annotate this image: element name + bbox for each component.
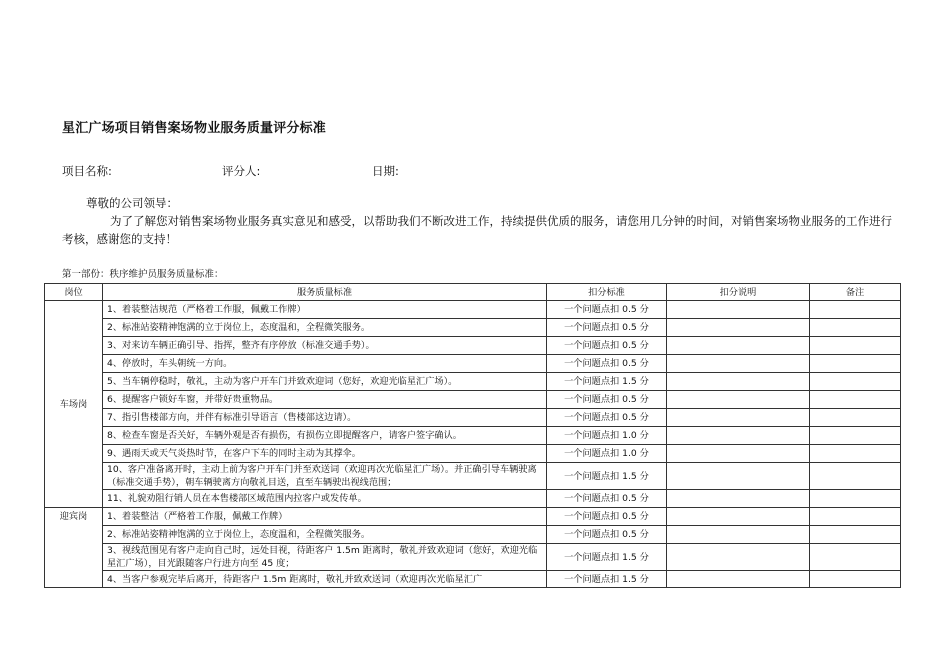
explain-cell[interactable] bbox=[667, 571, 810, 588]
standard-cell: 1、着装整洁（严格着工作服，佩戴工作牌） bbox=[103, 508, 547, 526]
deduct-cell: 一个问题点扣 1.0 分 bbox=[547, 445, 667, 463]
section-title: 第一部份：秩序维护员服务质量标准： bbox=[62, 269, 224, 280]
explain-cell[interactable] bbox=[667, 391, 810, 409]
remark-cell[interactable] bbox=[810, 373, 901, 391]
standard-cell: 4、停放时，车头朝统一方向。 bbox=[103, 355, 547, 373]
explain-cell[interactable] bbox=[667, 355, 810, 373]
table-row bbox=[45, 337, 901, 355]
header-deduct: 扣分标准 bbox=[547, 284, 667, 301]
remark-cell[interactable] bbox=[810, 571, 901, 588]
explain-cell[interactable] bbox=[667, 463, 810, 490]
deduct-cell: 一个问题点扣 1.0 分 bbox=[547, 427, 667, 445]
standard-cell: 1、着装整洁规范（严格着工作服，佩戴工作牌） bbox=[103, 301, 547, 319]
explain-cell[interactable] bbox=[667, 427, 810, 445]
explain-cell[interactable] bbox=[667, 319, 810, 337]
standard-cell: 10、客户准备离开时，主动上前为客户开车门并至欢送词（欢迎再次光临星汇广场）。并正确引导车辆驶离（标准交通手势），朝车辆驶离方向敬礼目送，直至车辆驶出视线范围； bbox=[103, 463, 547, 490]
deduct-cell: 一个问题点扣 0.5 分 bbox=[547, 490, 667, 508]
table-row bbox=[45, 373, 901, 391]
deduct-cell: 一个问题点扣 1.5 分 bbox=[547, 463, 667, 490]
standard-cell: 5、当车辆停稳时，敬礼，主动为客户开车门并致欢迎词（您好，欢迎光临星汇广场）。 bbox=[103, 373, 547, 391]
table-header-row bbox=[45, 284, 901, 301]
deduct-cell: 一个问题点扣 0.5 分 bbox=[547, 526, 667, 544]
standard-cell: 3、对来访车辆正确引导、指挥，整齐有序停放（标准交通手势）。 bbox=[103, 337, 547, 355]
explain-cell[interactable] bbox=[667, 337, 810, 355]
table-row bbox=[45, 526, 901, 544]
deduct-cell: 一个问题点扣 0.5 分 bbox=[547, 355, 667, 373]
deduct-cell: 一个问题点扣 0.5 分 bbox=[547, 319, 667, 337]
standard-cell: 8、检查车窗是否关好，车辆外观是否有损伤，有损伤立即提醒客户，请客户签字确认。 bbox=[103, 427, 547, 445]
deduct-cell: 一个问题点扣 0.5 分 bbox=[547, 301, 667, 319]
intro-paragraph: 为了了解您对销售案场物业服务真实意见和感受，以帮助我们不断改进工作，持续提供优质的服务，请您用几分钟的时间，对销售案场物业服务的工作进行考核，感谢您的支持！ bbox=[62, 214, 892, 246]
table-row bbox=[45, 571, 901, 588]
post-cell: 车场岗 bbox=[45, 301, 103, 508]
deduct-cell: 一个问题点扣 0.5 分 bbox=[547, 391, 667, 409]
explain-cell[interactable] bbox=[667, 544, 810, 571]
standard-cell: 3、视线范围见有客户走向自己时，远处目视，待距客户 1.5m 距离时，敬礼并致欢迎词（您好，欢迎光临星汇广场），目光跟随客户行进方向至 45 度； bbox=[103, 544, 547, 571]
deduct-cell: 一个问题点扣 1.5 分 bbox=[547, 373, 667, 391]
table-row bbox=[45, 409, 901, 427]
remark-cell[interactable] bbox=[810, 301, 901, 319]
explain-cell[interactable] bbox=[667, 445, 810, 463]
header-explain: 扣分说明 bbox=[667, 284, 810, 301]
standard-cell: 9、遇雨天或天气炎热时节，在客户下车的同时主动为其撑伞。 bbox=[103, 445, 547, 463]
standard-cell: 6、提醒客户锁好车窗，并带好贵重物品。 bbox=[103, 391, 547, 409]
table-row bbox=[45, 427, 901, 445]
standard-cell: 11、礼貌劝阻行销人员在本售楼部区域范围内拉客户或发传单。 bbox=[103, 490, 547, 508]
table-row bbox=[45, 391, 901, 409]
deduct-cell: 一个问题点扣 1.5 分 bbox=[547, 544, 667, 571]
remark-cell[interactable] bbox=[810, 490, 901, 508]
deduct-cell: 一个问题点扣 0.5 分 bbox=[547, 409, 667, 427]
remark-cell[interactable] bbox=[810, 337, 901, 355]
header-post: 岗位 bbox=[45, 284, 103, 301]
explain-cell[interactable] bbox=[667, 508, 810, 526]
deduct-cell: 一个问题点扣 0.5 分 bbox=[547, 508, 667, 526]
greeting: 尊敬的公司领导： bbox=[86, 196, 178, 210]
explain-cell[interactable] bbox=[667, 490, 810, 508]
remark-cell[interactable] bbox=[810, 526, 901, 544]
standard-cell: 2、标准站姿精神饱满的立于岗位上，态度温和，全程微笑服务。 bbox=[103, 319, 547, 337]
explain-cell[interactable] bbox=[667, 526, 810, 544]
project-name-label: 项目名称: bbox=[62, 164, 112, 178]
evaluation-table bbox=[44, 283, 901, 588]
deduct-cell: 一个问题点扣 1.5 分 bbox=[547, 571, 667, 588]
standard-cell: 2、标准站姿精神饱满的立于岗位上，态度温和，全程微笑服务。 bbox=[103, 526, 547, 544]
date-label: 日期: bbox=[372, 164, 399, 178]
standard-cell: 7、指引售楼部方向，并伴有标准引导语言（售楼部这边请）。 bbox=[103, 409, 547, 427]
remark-cell[interactable] bbox=[810, 544, 901, 571]
table-row bbox=[45, 463, 901, 490]
remark-cell[interactable] bbox=[810, 445, 901, 463]
header-standard: 服务质量标准 bbox=[103, 284, 547, 301]
remark-cell[interactable] bbox=[810, 463, 901, 490]
header-remark: 备注 bbox=[810, 284, 901, 301]
remark-cell[interactable] bbox=[810, 319, 901, 337]
remark-cell[interactable] bbox=[810, 409, 901, 427]
explain-cell[interactable] bbox=[667, 409, 810, 427]
remark-cell[interactable] bbox=[810, 427, 901, 445]
standard-cell: 4、当客户参观完毕后离开，待距客户 1.5m 距离时，敬礼并致欢送词（欢迎再次光临星汇广 bbox=[103, 571, 547, 588]
deduct-cell: 一个问题点扣 0.5 分 bbox=[547, 337, 667, 355]
table-row bbox=[45, 445, 901, 463]
explain-cell[interactable] bbox=[667, 301, 810, 319]
remark-cell[interactable] bbox=[810, 391, 901, 409]
table-row bbox=[45, 355, 901, 373]
page-title: 星汇广场项目销售案场物业服务质量评分标准 bbox=[62, 121, 327, 136]
remark-cell[interactable] bbox=[810, 508, 901, 526]
remark-cell[interactable] bbox=[810, 355, 901, 373]
explain-cell[interactable] bbox=[667, 373, 810, 391]
table-row bbox=[45, 490, 901, 508]
post-cell: 迎宾岗 bbox=[45, 508, 103, 588]
table-row bbox=[45, 319, 901, 337]
table-row bbox=[45, 544, 901, 571]
rater-label: 评分人: bbox=[222, 164, 261, 178]
table-row bbox=[45, 508, 901, 526]
table-row bbox=[45, 301, 901, 319]
